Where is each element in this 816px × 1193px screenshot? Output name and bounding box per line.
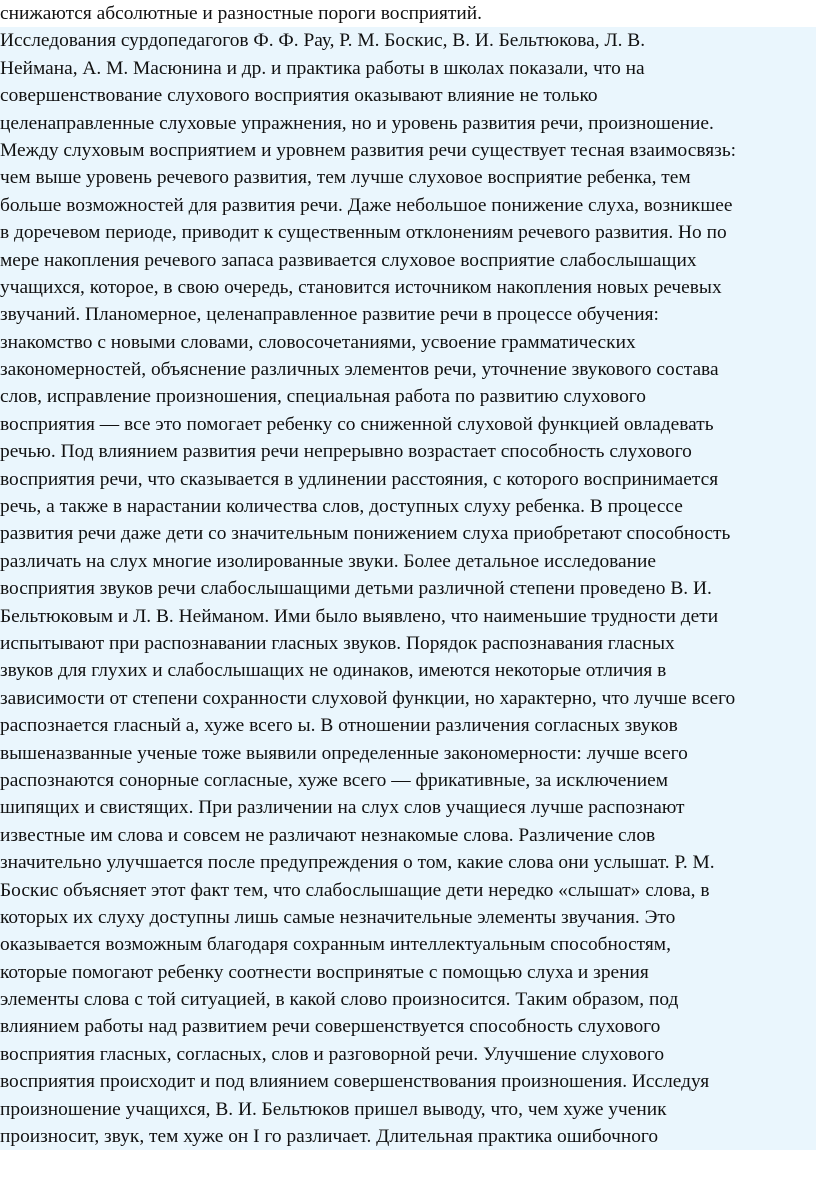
text-line: восприятия речи, что сказывается в удлинении расстояния, с которого воспринимается bbox=[0, 466, 816, 493]
text-line: снижаются абсолютные и разностные пороги восприятий. bbox=[0, 3, 483, 24]
text-line: различать на слух многие изолированные звуки. Более детальное исследование bbox=[0, 548, 816, 575]
text-line: целенаправленные слуховые упражнения, но и уровень развития речи, произношение. bbox=[0, 110, 816, 137]
text-line: чем выше уровень речевого развития, тем лучше слуховое восприятие ребенка, тем bbox=[0, 164, 816, 191]
text-line: вышеназванные ученые тоже выявили определенные закономерности: лучше всего bbox=[0, 740, 816, 767]
text-line: речью. Под влиянием развития речи непрерывно возрастает способность слухового bbox=[0, 438, 816, 465]
text-line: мере накопления речевого запаса развивается слуховое восприятие слабослышащих bbox=[0, 247, 816, 274]
text-line: развития речи даже дети со значительным понижением слуха приобретают способность bbox=[0, 520, 816, 547]
text-line: распознаются сонорные согласные, хуже всего — фрикативные, за исключением bbox=[0, 767, 816, 794]
text-line: звуков для глухих и слабослышащих не одинаков, имеются некоторые отличия в bbox=[0, 657, 816, 684]
text-line: оказывается возможным благодаря сохранным интеллектуальным способностям, bbox=[0, 931, 816, 958]
text-line: которые помогают ребенку соотнести воспринятые с помощью слуха и зрения bbox=[0, 959, 816, 986]
text-line: зависимости от степени сохранности слуховой функции, но характерно, что лучше всего bbox=[0, 685, 816, 712]
text-line: Неймана, А. М. Масюнина и др. и практика работы в школах показали, что на bbox=[0, 55, 816, 82]
text-line: знакомство с новыми словами, словосочетаниями, усвоение грамматических bbox=[0, 329, 816, 356]
text-line: известные им слова и совсем не различают незнакомые слова. Различение слов bbox=[0, 822, 816, 849]
text-line: больше возможностей для развития речи. Даже небольшое понижение слуха, возникшее bbox=[0, 192, 816, 219]
text-line: Бельтюковым и Л. В. Нейманом. Ими было выявлено, что наименьшие трудности дети bbox=[0, 603, 816, 630]
text-line: элементы слова с той ситуацией, в какой слово произносится. Таким образом, под bbox=[0, 986, 816, 1013]
text-line: Между слуховым восприятием и уровнем развития речи существует тесная взаимосвязь: bbox=[0, 137, 816, 164]
text-line: восприятия гласных, согласных, слов и разговорной речи. Улучшение слухового bbox=[0, 1041, 816, 1068]
text-line: в доречевом периоде, приводит к существенным отклонениям речевого развития. Но по bbox=[0, 219, 816, 246]
text-line: Боскис объясняет этот факт тем, что слабослышащие дети нередко «слышат» слова, в bbox=[0, 877, 816, 904]
text-line: значительно улучшается после предупреждения о том, какие слова они услышат. Р. М. bbox=[0, 849, 816, 876]
text-line: восприятия звуков речи слабослышащими детьми различной степени проведено В. И. bbox=[0, 575, 816, 602]
text-line: шипящих и свистящих. При различении на слух слов учащиеся лучше распознают bbox=[0, 794, 816, 821]
text-line: которых их слуху доступны лишь самые незначительные элементы звучания. Это bbox=[0, 904, 816, 931]
text-line: испытывают при распознавании гласных звуков. Порядок распознавания гласных bbox=[0, 630, 816, 657]
text-line: слов, исправление произношения, специальная работа по развитию слухового bbox=[0, 383, 816, 410]
text-line: закономерностей, объяснение различных элементов речи, уточнение звукового состава bbox=[0, 356, 816, 383]
text-line: совершенствование слухового восприятия оказывают влияние не только bbox=[0, 82, 816, 109]
text-line: речь, а также в нарастании количества слов, доступных слуху ребенка. В процессе bbox=[0, 493, 816, 520]
text-line: восприятия — все это помогает ребенку со сниженной слуховой функцией овладевать bbox=[0, 411, 816, 438]
text-line: учащихся, которое, в свою очередь, становится источником накопления новых речевых bbox=[0, 274, 816, 301]
text-line: распознается гласный а, хуже всего ы. В отношении различения согласных звуков bbox=[0, 712, 816, 739]
text-line: произносит, звук, тем хуже он I го различает. Длительная практика ошибочного bbox=[0, 1123, 816, 1150]
text-line: звучаний. Планомерное, целенаправленное развитие речи в процессе обучения: bbox=[0, 301, 816, 328]
text-line: Исследования сурдопедагогов Ф. Ф. Рау, Р. М. Боскис, В. И. Бельтюкова, Л. В. bbox=[0, 27, 816, 54]
text-line: влиянием работы над развитием речи совершенствуется способность слухового bbox=[0, 1013, 816, 1040]
text-line: произношение учащихся, В. И. Бельтюков пришел выводу, что, чем хуже ученик bbox=[0, 1096, 816, 1123]
text-line: восприятия происходит и под влиянием совершенствования произношения. Исследуя bbox=[0, 1068, 816, 1095]
